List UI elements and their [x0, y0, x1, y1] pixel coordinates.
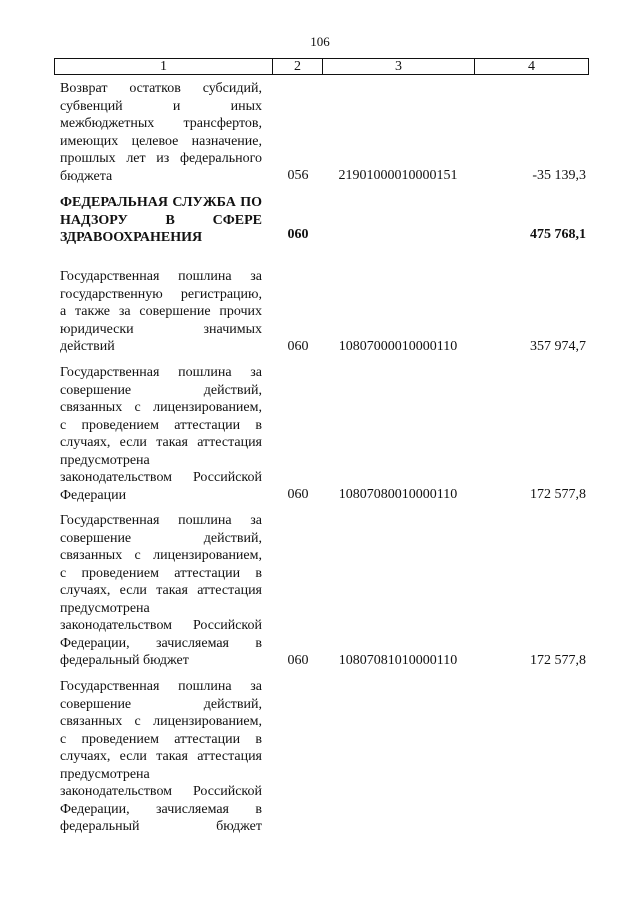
row-kbk: 10807081010000110	[338, 653, 458, 668]
row-kbk: 21901000010000151	[338, 168, 458, 183]
row-code: 060	[287, 653, 309, 668]
page-number: 106	[310, 34, 330, 49]
row-amount: -35 139,3	[532, 168, 586, 183]
row-code: 060	[287, 339, 309, 354]
row-description: ФЕДЕРАЛЬНАЯ СЛУЖБА ПО НАДЗОРУ В СФЕРЕ ЗДРАВООХРАНЕНИЯ	[60, 195, 262, 245]
row-amount: 172 577,8	[530, 487, 586, 502]
row-code: 060	[287, 227, 309, 242]
header-col-1: 1	[55, 59, 273, 75]
row-description: Государственная пошлина за совершение действий, связанных с лицензированием, с проведением аттестации в случаях, если такая аттестация предусмотрена законодательством Российской Федерации, зачисляемая в федеральный бюджет	[60, 513, 262, 668]
row-kbk: 10807080010000110	[338, 487, 458, 502]
row-amount: 475 768,1	[530, 227, 586, 242]
header-col-2: 2	[273, 59, 323, 75]
table-header	[54, 58, 589, 75]
header-col-4: 4	[475, 59, 589, 75]
row-code: 056	[287, 168, 309, 183]
header-col-3: 3	[323, 59, 475, 75]
row-kbk: 10807000010000110	[338, 339, 458, 354]
row-description: Государственная пошлина за совершение действий, связанных с лицензированием, с проведением аттестации в случаях, если такая аттестация предусмотрена законодательством Российской Федерации, зачисляемая в федеральный бюджет	[60, 679, 262, 834]
row-amount: 172 577,8	[530, 653, 586, 668]
row-description: Государственная пошлина за государственную регистрацию, а также за совершение прочих юридически значимых действий	[60, 269, 262, 354]
row-description: Возврат остатков субсидий, субвенций и иных межбюджетных трансфертов, имеющих целевое назначение, прошлых лет из федерального бюджета	[60, 81, 262, 184]
row-amount: 357 974,7	[530, 339, 586, 354]
row-description: Государственная пошлина за совершение действий, связанных с лицензированием, с проведением аттестации в случаях, если такая аттестация предусмотрена законодательством Российской Федерации	[60, 365, 262, 503]
row-code: 060	[287, 487, 309, 502]
